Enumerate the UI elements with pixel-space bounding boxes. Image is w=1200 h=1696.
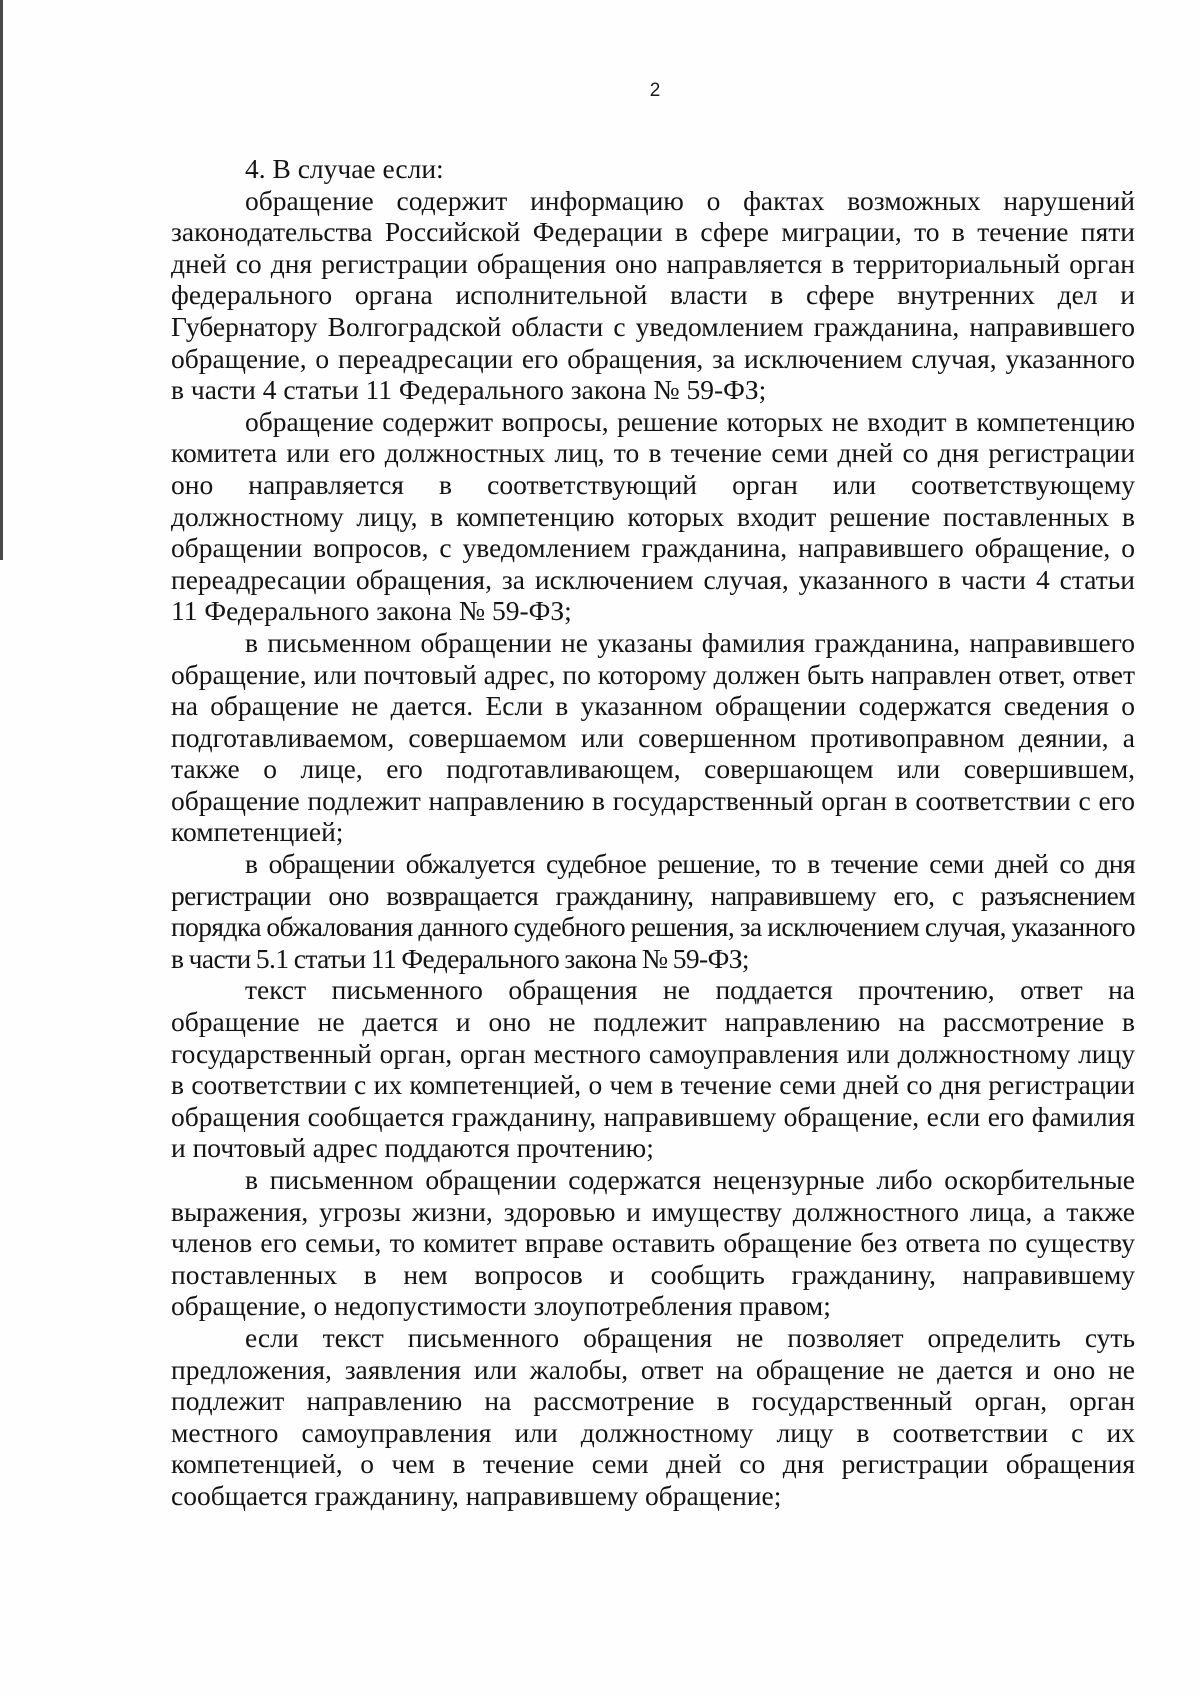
- paragraph-court-decision: в обращении обжалуется судебное решение, то в течение семи дней со дня регистрации оно возвращается гражданину, направившему его, с разъяснением порядка обжалования данного судебного решения, за исключением случая, указанного в части 5.1 статьи 11 Федерального закона № 59-ФЗ;: [171, 848, 1135, 974]
- paragraph-anonymous: в письменном обращении не указаны фамилия гражданина, направившего обращение, или почтовый адрес, по которому должен быть направлен ответ, ответ на обращение не дается. Если в указанном обращении содержатся сведения о подготавливаемом, совершаемом или совершенном противоправном деянии, а также о лице, его подготавливающем, совершающем или совершившем, обращение подлежит направлению в государственный орган в соответствии с его компетенцией;: [171, 626, 1135, 848]
- section-heading: 4. В случае если:: [245, 153, 444, 184]
- paragraph-unreadable: текст письменного обращения не поддается прочтению, ответ на обращение не дается и оно не подлежит направлению на рассмотрение в государственный орган, орган местного самоуправления или должностному лицу в соответствии с их компетенцией, о чем в течение семи дней со дня регистрации обращения сообщается гражданину, направившему обращение, если его фамилия и почтовый адрес поддаются прочтению;: [171, 974, 1135, 1164]
- page-number: 2: [649, 80, 661, 101]
- paragraph-unclear-essence: если текст письменного обращения не позволяет определить суть предложения, заявления или жалобы, ответ на обращение не дается и оно не подлежит направлению на рассмотрение в государственный орган, орган местного самоуправления или должностному лицу в соответствии с их компетенцией, о чем в течение семи дней со дня регистрации обращения сообщается гражданину, направившему обращение;: [171, 1321, 1135, 1511]
- document-body: [171, 153, 1135, 1512]
- paragraph-offensive: в письменном обращении содержатся нецензурные либо оскорбительные выражения, угрозы жизни, здоровью и имуществу должностного лица, а также членов его семьи, то комитет вправе оставить обращение без ответа по существу поставленных в нем вопросов и сообщить гражданину, направившему обращение, о недопустимости злоупотребления правом;: [171, 1164, 1135, 1322]
- paragraph-competence: обращение содержит вопросы, решение которых не входит в компетенцию комитета или его должностных лиц, то в течение семи дней со дня регистрации оно направляется в соответствующий орган или соответствующему должностному лицу, в компетенцию которых входит решение поставленных в обращении вопросов, с уведомлением гражданина, направившего обращение, о переадресации обращения, за исключением случая, указанного в части 4 статьи 11 Федерального закона № 59-ФЗ;: [171, 405, 1135, 627]
- paragraph-migration: обращение содержит информацию о фактах возможных нарушений законодательства Российской Федерации в сфере миграции, то в течение пяти дней со дня регистрации обращения оно направляется в территориальный орган федерального органа исполнительной власти в сфере внутренних дел и Губернатору Волгоградской области с уведомлением гражданина, направившего обращение, о переадресации его обращения, за исключением случая, указанного в части 4 статьи 11 Федерального закона № 59-ФЗ;: [171, 184, 1135, 406]
